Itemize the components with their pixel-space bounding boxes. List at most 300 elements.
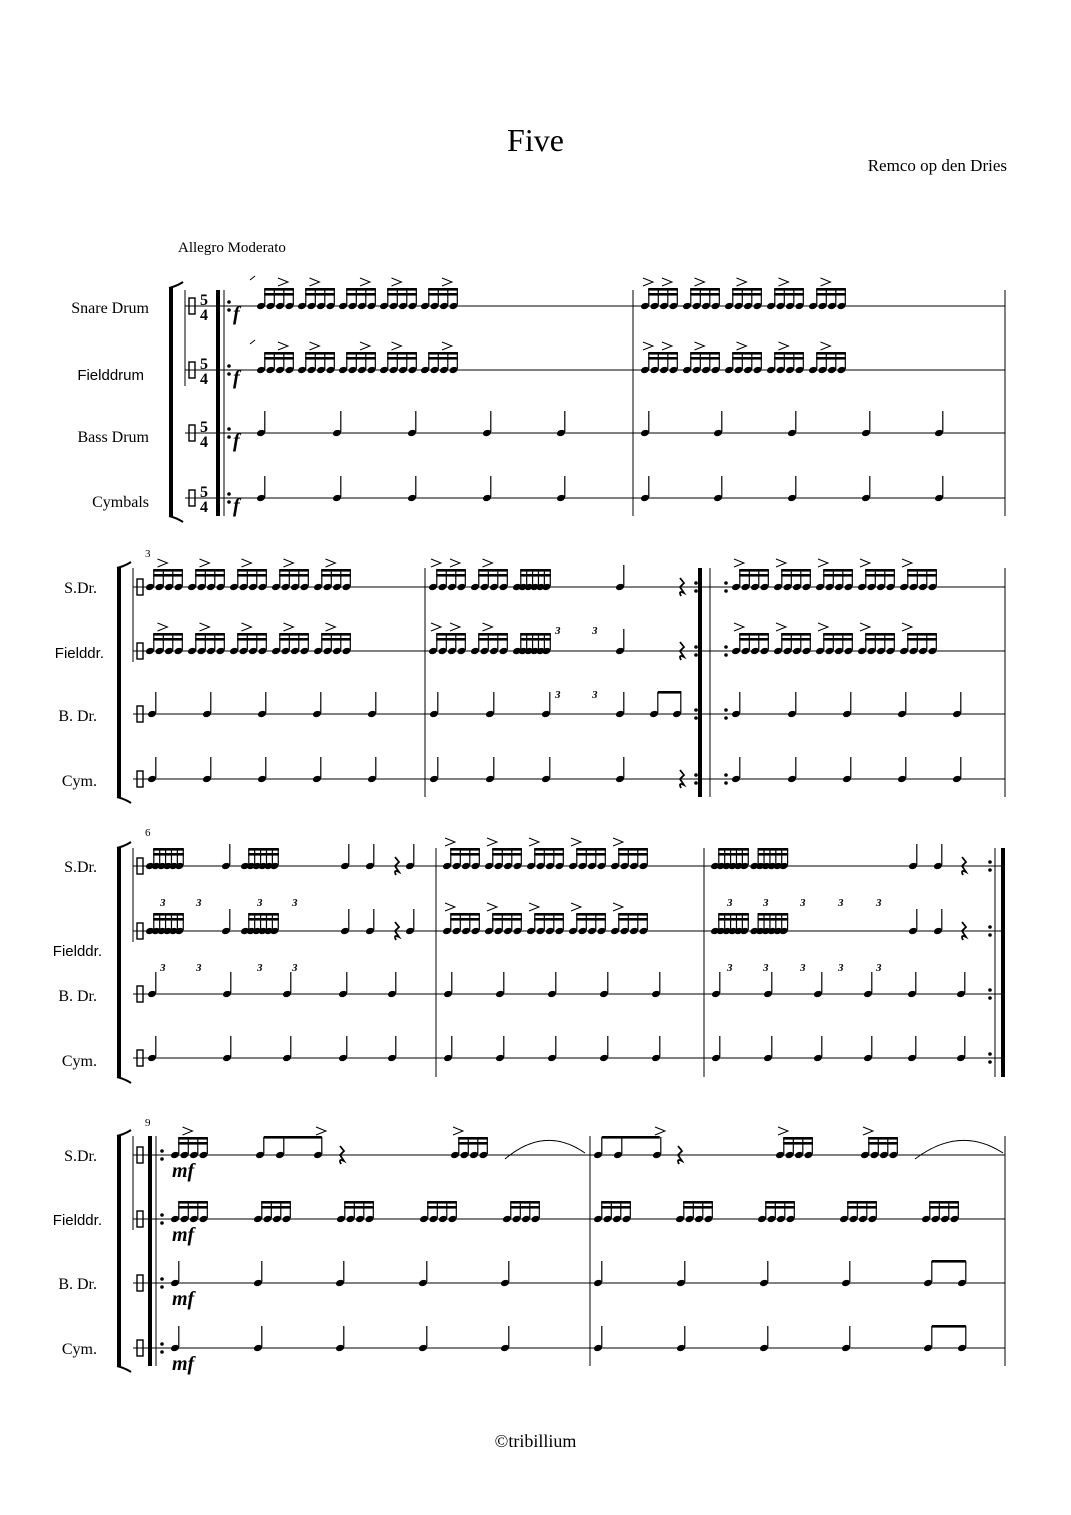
beam	[478, 633, 508, 636]
accent-mark	[442, 278, 452, 286]
accent-mark	[613, 838, 623, 846]
time-signature-top: 5	[200, 419, 208, 436]
beam	[618, 853, 648, 856]
measure-number-9: 9	[145, 1117, 151, 1129]
accent-mark	[483, 623, 493, 631]
measure-number-6: 6	[145, 827, 151, 839]
beam	[264, 1136, 322, 1139]
beam	[153, 569, 183, 572]
beam	[450, 848, 480, 851]
accent-mark	[158, 559, 168, 567]
beam	[450, 853, 480, 856]
accent-mark	[643, 342, 653, 350]
tuplet-number: 3	[592, 625, 598, 637]
accent-mark	[821, 278, 831, 286]
beam	[436, 638, 466, 641]
beam	[261, 1206, 291, 1209]
beam	[648, 357, 678, 360]
beam	[387, 357, 417, 360]
repeat-dot	[160, 1157, 164, 1161]
dynamic-marking: f	[233, 430, 240, 452]
repeat-dot	[694, 716, 698, 720]
accent-mark	[734, 559, 744, 567]
accent-mark	[821, 342, 831, 350]
accent-mark	[734, 623, 744, 631]
repeat-dot	[724, 645, 728, 649]
tuplet-number: 3	[292, 897, 298, 909]
dynamic-marking: mf	[172, 1353, 195, 1375]
tuplet-number: 3	[196, 897, 202, 909]
beam	[264, 288, 294, 291]
accent-mark	[655, 1127, 665, 1135]
repeat-dot	[694, 581, 698, 585]
accent-mark	[779, 278, 789, 286]
accent-mark	[450, 623, 460, 631]
beam	[261, 1201, 291, 1204]
accent-mark	[360, 342, 370, 350]
time-signature-top: 5	[200, 484, 208, 501]
beam	[436, 633, 466, 636]
tuplet-number: 3	[838, 897, 844, 909]
beam	[153, 848, 184, 851]
beam	[279, 569, 309, 572]
beam	[153, 638, 183, 641]
repeat-dot	[160, 1350, 164, 1354]
repeat-dot	[160, 1342, 164, 1346]
accent-mark	[776, 623, 786, 631]
beam	[428, 352, 458, 355]
beam	[690, 293, 720, 296]
tuplet-number: 3	[800, 962, 806, 974]
label-fielddr-sys2: Fielddr.	[54, 645, 104, 662]
accent-mark	[483, 559, 493, 567]
beam	[868, 1137, 898, 1140]
beam	[478, 569, 508, 572]
bracket-hook	[117, 1130, 131, 1136]
beam	[718, 848, 749, 851]
tie	[505, 1140, 585, 1159]
beam	[932, 1260, 966, 1263]
repeat-dot	[988, 988, 992, 992]
accent-mark	[326, 559, 336, 567]
beam	[774, 288, 804, 291]
tie	[915, 1140, 1003, 1159]
accent-mark	[392, 342, 402, 350]
accent-mark	[487, 838, 497, 846]
beam	[783, 1142, 813, 1145]
label-cym-sys2: Cym.	[61, 773, 97, 790]
beam	[576, 853, 606, 856]
dynamic-marking: f	[233, 495, 240, 517]
beam	[907, 633, 937, 636]
accent-mark	[902, 623, 912, 631]
beam	[847, 1201, 877, 1204]
beam	[534, 848, 564, 851]
accent-mark	[431, 623, 441, 631]
dynamic-marking: mf	[172, 1224, 195, 1246]
beam	[690, 357, 720, 360]
beam	[816, 357, 846, 360]
repeat-dot	[227, 435, 231, 439]
label-cym-sys3: Cym.	[61, 1053, 97, 1070]
label-fielddr-sys3: Fielddr.	[52, 943, 102, 960]
beam	[865, 574, 895, 577]
grace-note	[250, 276, 255, 280]
beam	[178, 1201, 208, 1204]
time-signature-bottom: 4	[200, 434, 208, 451]
repeat-dot	[160, 1285, 164, 1289]
tuplet-number: 3	[800, 897, 806, 909]
beam	[153, 853, 184, 856]
beam	[153, 574, 183, 577]
beam	[248, 913, 279, 916]
beam	[823, 638, 853, 641]
repeat-dot	[724, 581, 728, 585]
beam	[718, 913, 749, 916]
beam	[178, 1137, 208, 1140]
beam	[739, 574, 769, 577]
repeat-dot	[227, 364, 231, 368]
beam	[816, 352, 846, 355]
beam	[774, 293, 804, 296]
beam	[823, 569, 853, 572]
repeat-dot	[694, 653, 698, 657]
beam	[428, 288, 458, 291]
piece-title: Five	[507, 122, 564, 158]
label-bdr-sys2: B. Dr.	[58, 708, 97, 725]
beam	[305, 357, 335, 360]
tuplet-number: 3	[160, 962, 166, 974]
repeat-dot	[724, 589, 728, 593]
repeat-dot	[227, 427, 231, 431]
accent-mark	[310, 278, 320, 286]
beam	[346, 357, 376, 360]
repeat-dot	[988, 996, 992, 1000]
accent-mark	[529, 903, 539, 911]
repeat-dot	[988, 1052, 992, 1056]
beam	[648, 352, 678, 355]
tuplet-number: 3	[292, 962, 298, 974]
accent-mark	[695, 278, 705, 286]
bracket-hook	[117, 1077, 131, 1083]
beam	[765, 1206, 795, 1209]
accent-mark	[242, 623, 252, 631]
repeat-dot	[227, 372, 231, 376]
label-bass-drum: Bass Drum	[77, 429, 149, 446]
beam	[602, 1136, 660, 1139]
bracket-hook	[169, 282, 183, 288]
beam	[690, 288, 720, 291]
dynamic-marking: mf	[172, 1288, 195, 1310]
beam	[346, 293, 376, 296]
accent-mark	[902, 559, 912, 567]
beam	[576, 918, 606, 921]
repeat-dot	[227, 492, 231, 496]
beam	[648, 293, 678, 296]
beam	[305, 293, 335, 296]
accent-mark	[779, 342, 789, 350]
beam	[344, 1201, 374, 1204]
tuplet-number: 3	[763, 962, 769, 974]
accent-mark	[863, 1127, 873, 1135]
beam	[865, 633, 895, 636]
beam	[758, 913, 789, 916]
accent-mark	[158, 623, 168, 631]
bracket-hook	[117, 562, 131, 568]
beam	[648, 288, 678, 291]
beam	[618, 848, 648, 851]
accent-mark	[571, 903, 581, 911]
beam	[436, 574, 466, 577]
beam	[178, 1206, 208, 1209]
repeat-dot	[988, 1060, 992, 1064]
label-fielddrum: Fielddrum	[77, 367, 144, 384]
beam	[781, 633, 811, 636]
beam	[520, 569, 551, 572]
beam	[492, 848, 522, 851]
beam	[321, 633, 351, 636]
time-signature-top: 5	[200, 356, 208, 373]
beam	[576, 848, 606, 851]
beam	[781, 574, 811, 577]
accent-mark	[453, 1127, 463, 1135]
beam	[929, 1201, 959, 1204]
accent-mark	[695, 342, 705, 350]
repeat-dot	[724, 653, 728, 657]
beam	[321, 574, 351, 577]
tuplet-number: 3	[763, 897, 769, 909]
beam	[305, 288, 335, 291]
beam	[178, 1142, 208, 1145]
beam	[520, 633, 551, 636]
tuplet-number: 3	[838, 962, 844, 974]
beam	[781, 569, 811, 572]
beam	[321, 569, 351, 572]
time-signature-bottom: 4	[200, 307, 208, 324]
beam	[305, 352, 335, 355]
bracket-hook	[169, 516, 183, 522]
label-snare-drum: Snare Drum	[71, 300, 149, 317]
beam	[321, 638, 351, 641]
beam	[758, 853, 789, 856]
accent-mark	[445, 838, 455, 846]
accent-mark	[487, 903, 497, 911]
bracket-hook	[117, 842, 131, 848]
accent-mark	[442, 342, 452, 350]
accent-mark	[613, 903, 623, 911]
beam	[601, 1201, 631, 1204]
beam	[387, 352, 417, 355]
beam	[718, 918, 749, 921]
accent-mark	[445, 903, 455, 911]
beam	[658, 691, 682, 694]
repeat-dot	[694, 589, 698, 593]
repeat-dot	[724, 781, 728, 785]
repeat-dot	[988, 868, 992, 872]
beam	[510, 1206, 540, 1209]
beam	[758, 918, 789, 921]
repeat-dot	[988, 925, 992, 929]
beam	[458, 1142, 488, 1145]
beam	[237, 638, 267, 641]
measure-number-3: 3	[145, 548, 151, 560]
beam	[601, 1206, 631, 1209]
beam	[816, 293, 846, 296]
repeat-dot	[227, 308, 231, 312]
beam	[248, 853, 279, 856]
accent-mark	[200, 559, 210, 567]
accent-mark	[643, 278, 653, 286]
accent-mark	[737, 278, 747, 286]
accent-mark	[360, 278, 370, 286]
beam	[279, 633, 309, 636]
tuplet-number: 3	[555, 625, 561, 637]
tempo-marking: Allegro Moderato	[178, 240, 286, 256]
dynamic-marking: mf	[172, 1160, 195, 1182]
beam	[248, 848, 279, 851]
accent-mark	[662, 278, 672, 286]
beam	[781, 638, 811, 641]
tuplet-number: 3	[555, 689, 561, 701]
beam	[758, 848, 789, 851]
beam	[279, 638, 309, 641]
tuplet-number: 3	[592, 689, 598, 701]
repeat-dot	[988, 860, 992, 864]
repeat-dot	[227, 300, 231, 304]
repeat-dot	[694, 773, 698, 777]
beam	[195, 638, 225, 641]
beam	[618, 913, 648, 916]
accent-mark	[183, 1127, 193, 1135]
beam	[264, 293, 294, 296]
beam	[344, 1206, 374, 1209]
beam	[823, 574, 853, 577]
beam	[237, 569, 267, 572]
beam	[576, 913, 606, 916]
beam	[932, 1325, 966, 1328]
beam	[387, 293, 417, 296]
accent-mark	[278, 278, 288, 286]
beam	[865, 569, 895, 572]
beam	[450, 918, 480, 921]
accent-mark	[278, 342, 288, 350]
repeat-dot	[724, 716, 728, 720]
beam	[427, 1206, 457, 1209]
beam	[823, 633, 853, 636]
accent-mark	[860, 559, 870, 567]
accent-mark	[310, 342, 320, 350]
beam	[907, 574, 937, 577]
beam	[520, 638, 551, 641]
beam	[929, 1206, 959, 1209]
beam	[458, 1137, 488, 1140]
composer-name: Remco op den Dries	[867, 156, 1007, 175]
beam	[732, 352, 762, 355]
accent-mark	[326, 623, 336, 631]
beam	[534, 853, 564, 856]
beam	[907, 638, 937, 641]
accent-mark	[737, 342, 747, 350]
beam	[683, 1201, 713, 1204]
tuplet-number: 3	[727, 962, 733, 974]
dynamic-marking: f	[233, 303, 240, 325]
beam	[153, 913, 184, 916]
accent-mark	[450, 559, 460, 567]
bracket-hook	[117, 797, 131, 803]
repeat-dot	[160, 1149, 164, 1153]
accent-mark	[284, 559, 294, 567]
beam	[279, 574, 309, 577]
beam	[428, 293, 458, 296]
label-cymbals: Cymbals	[92, 494, 149, 511]
beam	[618, 918, 648, 921]
dynamic-marking: f	[233, 367, 240, 389]
label-fielddr-sys4: Fielddr.	[52, 1212, 102, 1229]
beam	[492, 918, 522, 921]
beam	[237, 633, 267, 636]
beam	[732, 288, 762, 291]
tuplet-number: 3	[160, 897, 166, 909]
repeat-dot	[694, 708, 698, 712]
beam	[774, 357, 804, 360]
beam	[690, 352, 720, 355]
repeat-dot	[160, 1277, 164, 1281]
beam	[153, 633, 183, 636]
repeat-dot	[694, 645, 698, 649]
accent-mark	[860, 623, 870, 631]
beam	[492, 913, 522, 916]
beam	[534, 913, 564, 916]
label-sdr-sys3: S.Dr.	[64, 859, 97, 876]
repeat-dot	[160, 1213, 164, 1217]
beam	[478, 638, 508, 641]
label-sdr-sys4: S.Dr.	[64, 1148, 97, 1165]
repeat-dot	[160, 1221, 164, 1225]
beam	[816, 288, 846, 291]
beam	[450, 913, 480, 916]
accent-mark	[284, 623, 294, 631]
beam	[248, 918, 279, 921]
accent-mark	[529, 838, 539, 846]
time-signature-bottom: 4	[200, 499, 208, 516]
beam	[534, 918, 564, 921]
tuplet-number: 3	[257, 897, 263, 909]
tuplet-number: 3	[876, 962, 882, 974]
accent-mark	[200, 623, 210, 631]
tuplet-number: 3	[727, 897, 733, 909]
beam	[783, 1137, 813, 1140]
accent-mark	[662, 342, 672, 350]
accent-mark	[778, 1127, 788, 1135]
beam	[907, 569, 937, 572]
label-sdr-sys2: S.Dr.	[64, 580, 97, 597]
accent-mark	[818, 623, 828, 631]
beam	[510, 1201, 540, 1204]
beam	[436, 569, 466, 572]
beam	[428, 357, 458, 360]
beam	[774, 352, 804, 355]
beam	[492, 853, 522, 856]
tuplet-number: 3	[196, 962, 202, 974]
repeat-dot	[724, 708, 728, 712]
accent-mark	[431, 559, 441, 567]
accent-mark	[818, 559, 828, 567]
accent-mark	[392, 278, 402, 286]
label-bdr-sys4: B. Dr.	[58, 1276, 97, 1293]
beam	[153, 918, 184, 921]
grace-note	[250, 340, 255, 344]
beam	[346, 352, 376, 355]
